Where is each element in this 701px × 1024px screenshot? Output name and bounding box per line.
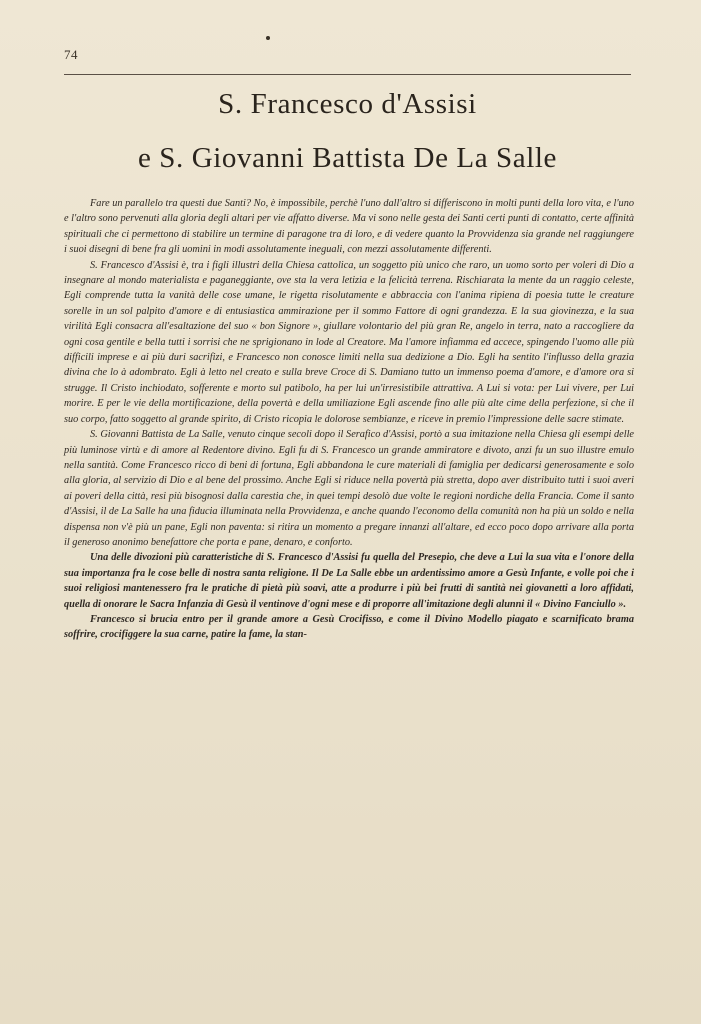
paragraph-5: Francesco si brucia entro per il grande amore a Gesù Crocifisso, e come il Divino Modello piagato e scarnificato brama soffrire, crocifiggere la sua carne, patire la fame, la stan- <box>64 613 634 641</box>
title-line-1: S. Francesco d'Assisi <box>218 88 477 120</box>
title-line-2: e S. Giovanni Battista De La Salle <box>137 142 558 174</box>
page-number: 74 <box>64 47 78 62</box>
paragraph-4: Una delle divozioni più caratteristiche di S. Francesco d'Assisi fu quella del Presepio, che deve a Lui la sua vita e l'onore della sua importanza fra le cose belle di nostra santa religione. Il De La Salle ebbe un ardentissimo amore a Gesù Infante, e volle poi che i suoi religiosi mantenessero fra le pratiche di pietà più soavi, atte a produrre i più bei frutti di santità nei giovanetti a loro affidati, quella di onorare le Sacra Infanzia di Gesù il ventinove d'ogni mese e di proporre all'imitazione degli alunni il « Divino Fanciullo ». <box>64 552 634 610</box>
ink-dot <box>266 36 270 40</box>
header-rule <box>64 74 631 75</box>
article-body <box>64 196 634 643</box>
paragraph-1: Fare un parallelo tra questi due Santi? No, è impossibile, perchè l'uno dall'altro si differiscono in molti punti della loro vita, e l'uno e l'altro sono pervenuti alla gloria degli altari per vie affatto diverse. Ma vi sono nelle gesta dei Santi certi punti di contatto, certe affinità spirituali che ci permettono di stabilire un termine di paragone tra di loro, e di vedere quanto la Provvidenza sia grande nel raggiungere i suoi disegni di bene fra gli uomini in modi assolutamente ineguali, con mezzi assolutamente differenti. <box>64 198 634 256</box>
paragraph-2: S. Francesco d'Assisi è, tra i figli illustri della Chiesa cattolica, un soggetto più unico che raro, un uomo sorto per voleri di Dio a insegnare al mondo materialista e paganeggiante, ove sta la vera letizia e la felicità terrena. Rischiarata la mente da un raggio celeste, Egli comprende tutta la vanità delle cose umane, le rigetta risolutamente e abbraccia con l'anima ripiena di poesia tutte le creature sorelle in un sol palpito d'amore e di entusiastica ammirazione per il sommo Fattore di ogni grandezza. E la sua giovinezza, e la sua virilità Egli consacra all'esaltazione del suo « bon Signore », giullare volontario del più gran Re, angelo in terra, nato a raccogliere da ogni cosa gentile e bella tutti i sorrisi che ne sprigionano in lode al Creatore. Ma l'amore infiamma ed accece, spingendo l'uomo alle più difficili imprese e ai più duri sacrifizi, e Francesco non conosce limiti nella sua dedizione a Dio. Egli ha sentito l'influsso della grazia divina che lo à adombrato. Egli à letto nel creato e sulla breve Croce di S. Damiano tutto un immenso poema d'amore, e d'amore ora si strugge. Il Cristo inchiodato, sofferente e morto sul patibolo, ha per lui un'irresistibile attrattiva. A Lui si vota: per Lui vivere, per Lui morire. E per le vie della mortificazione, della povertà e della umiliazione Egli ascende fino alle più alte cime della perfezione, si che il suo corpo, fatto soggetto al grande spirito, di Cristo ricopia le dolorose sembianze, e riceve in premio l'impressione delle sacre stimate. <box>64 259 634 425</box>
paragraph-3: S. Giovanni Battista de La Salle, venuto cinque secoli dopo il Serafico d'Assisi, portò a sua imitazione nella Chiesa gli esempi delle più luminose virtù e di amore al Redentore divino. Egli fu di S. Francesco un grande ammiratore e divoto, anzi fu un suo illustre emulo nella santità. Come Francesco ricco di beni di fortuna, Egli abbandona le cure materiali di famiglia per dedicarsi generosamente e solo alla gloria, al servizio di Dio e al bene del prossimo. Anche Egli si riduce nella povertà più stretta, dopo aver distribuito tutti i suoi averi ai poveri della città, resi più bisognosi dalla carestia che, in quei tempi desolò due volte le regioni nordiche della Francia. Come il santo d'Assisi, il de La Salle ha una fiducia illuminata nella Provvidenza, e anche quando l'economo della comunità non ha più un soldo e nella dispensa non v'è più un pane, Egli non paventa: si ritira un momento a pregare innanzi all'altare, ed ecco poco dopo arrivare alla porta il generoso anonimo benefattore che porta e pane, denaro, e conforto. <box>64 429 634 548</box>
